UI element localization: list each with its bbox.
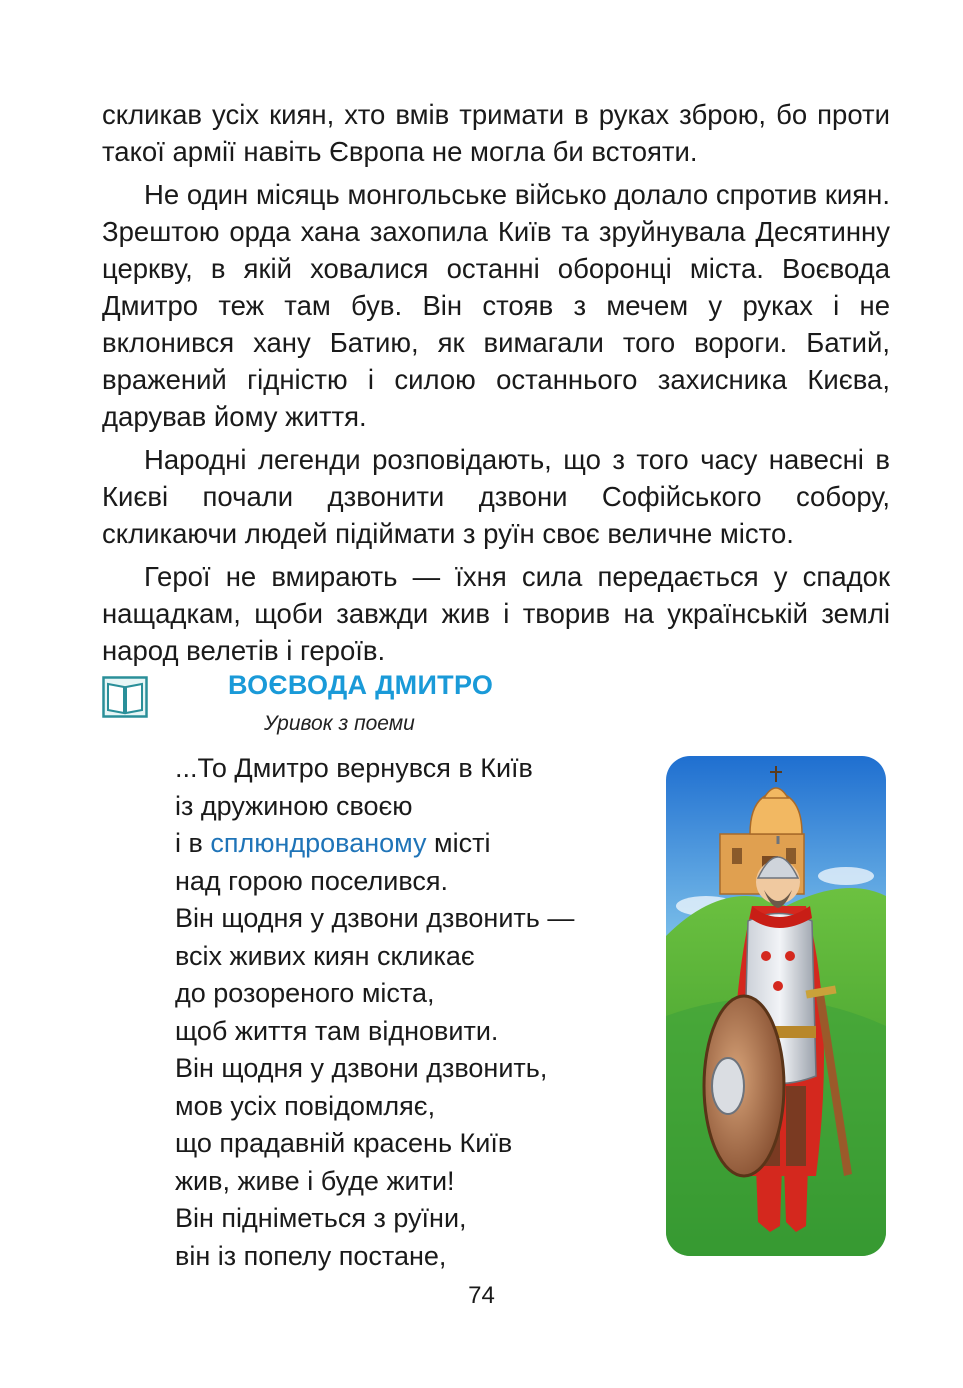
poem-line: до розореного міста, (175, 978, 435, 1008)
poem-line-part: і в (175, 828, 211, 858)
paragraph: Народні легенди розповідають, що з того часу навесні в Києві почали дзвонити дзвони Софійського собору, скликаючи людей підіймати з руїн своє величне місто. (102, 444, 890, 549)
poem-line: жив, живе і буде жити! (175, 1165, 455, 1196)
poem-line: Він щодня у дзвони дзвонить — (175, 903, 575, 933)
poem-text (175, 750, 574, 1275)
poem-line: над горою поселився. (175, 865, 448, 896)
paragraph: Не один місяць монгольське військо долало спротив киян. Зрештою орда хана захопила Київ та зруйнувала Десятинну церкву, в якій ховалися останні оборонці міста. Воєвода Дмитро теж там був. Він стояв з мечем у руках і не вклонився хану Батию, як вимагали того вороги. Батий, вражений гідністю і силою останнього захисника Києва, дарував йому життя. (102, 179, 890, 432)
page-number: 74 (468, 1282, 495, 1309)
highlighted-word: сплюндрованому (210, 828, 427, 858)
prose-text (102, 96, 890, 669)
poem-line: всіх живих киян скликає (175, 940, 475, 971)
poem-line: він із попелу постане, (175, 1240, 447, 1271)
poem-line: із дружиною своєю (175, 790, 413, 821)
poem-line-part: місті (426, 828, 491, 858)
poem-line: Він щодня у дзвони дзвонить, (175, 1053, 548, 1083)
poem-line: ...То Дмитро вернувся в Київ (175, 753, 533, 783)
poem-title: ВОЄВОДА ДМИТРО (228, 670, 494, 700)
poem-line: Він підніметься з руїни, (175, 1203, 467, 1233)
poem-line: щоб життя там відновити. (175, 1015, 499, 1046)
poem-subtitle: Уривок з поеми (264, 712, 415, 735)
paragraph: Герої не вмирають — їхня сила передається у спадок нащадкам, щоби завжди жив і творив на українській землі народ велетів і героїв. (102, 561, 890, 666)
open-book-icon (102, 676, 148, 718)
paragraph: скликав усіх киян, хто вмів тримати в руках зброю, бо проти такої армії навіть Європа не могла би встояти. (102, 99, 890, 167)
poem-line (175, 825, 574, 863)
poem-line: що прадавній красень Київ (175, 1128, 513, 1158)
poem-line: мов усіх повідомляє, (175, 1090, 436, 1121)
warrior-voevoda-illustration (666, 756, 886, 1256)
